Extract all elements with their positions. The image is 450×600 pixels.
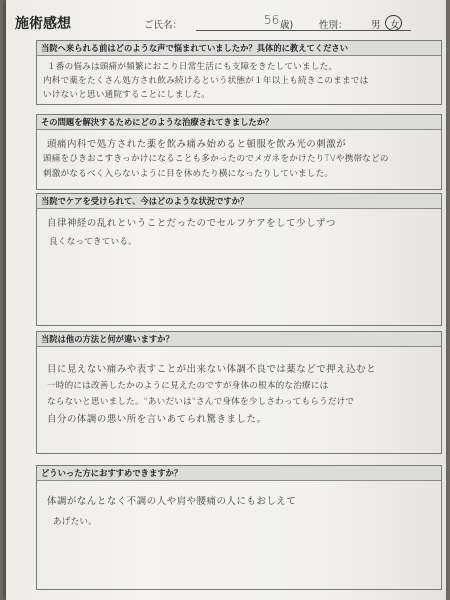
answer-area: [37, 56, 441, 104]
question-heading: どういった方におすすめできますか？: [37, 466, 441, 481]
header: [6, 8, 446, 34]
answer-area: [37, 347, 441, 453]
answer-line: 刺激がなるべく入らないように目を休めたり横になったりしていました。: [43, 169, 334, 179]
gender-label: 性別：: [319, 20, 348, 31]
section-current-status: [36, 193, 442, 326]
answer-line: ならないと思いました。"あいだいは"さんで身体を少しさわってもらうだけで: [47, 397, 355, 407]
answer-line: １番の悩みは頭痛が頻繁におこり日常生活にも支障をきたしていました。: [47, 62, 338, 72]
answer-line: 一時的には改善したかのように見えたのですが身体の根本的な治療には: [47, 381, 329, 391]
question-heading: 当院でケアを受けられて、今はどのような状況ですか？: [37, 194, 441, 209]
section-difference: [36, 331, 442, 454]
question-heading: 当院へ来られる前はどのような声で悩まれていましたか？具体的に教えてください: [37, 41, 441, 56]
answer-line: 体調がなんとなく不調の人や肩や腰痛の人にもおしえて: [47, 496, 297, 507]
answer-line: 目に見えない痛みや表すことが出来ない体調不良では薬などで押え込むと: [47, 364, 377, 375]
answer-line: 良くなってきている。: [49, 237, 137, 247]
answer-area: [37, 209, 441, 325]
age-value: 56: [264, 13, 280, 27]
answer-area: [37, 481, 441, 589]
answer-line: 内科で薬をたくさん処方され飲み続けるという状態が１年以上も続きこのままでは: [43, 76, 369, 86]
answer-line: 自分の体調の悪い所を言いあてられ驚きました。: [47, 414, 267, 425]
answer-line: あげたい。: [53, 517, 97, 527]
gender-female-option: 女: [390, 20, 400, 31]
section-previous-treatment: [36, 114, 442, 190]
question-heading: 当院は他の方法と何が違いますか？: [37, 332, 441, 347]
page-title: 施術感想: [15, 16, 71, 32]
answer-line: 自律神経の乱れということだったのでセルフケアをして少しずつ: [47, 218, 336, 229]
question-heading: その問題を解決するためにどのような治療されてきましたか？: [37, 115, 441, 130]
answer-area: [37, 130, 441, 189]
section-recommendation: [36, 465, 442, 590]
section-reason: [36, 40, 442, 105]
gender-male-option: 男: [371, 20, 381, 31]
answer-line: 頭痛をひきおこすきっかけになることも多かったのでメガネをかけたりTVや携帯などの: [43, 154, 389, 164]
answer-line: 頭痛内科で処方された薬を飲み痛み始めると頓服を飲み光の刺激が: [47, 139, 347, 150]
answer-line: いけないと思い通院することにしました。: [43, 90, 211, 100]
survey-sheet: [6, 0, 446, 600]
age-unit: 歳): [280, 20, 294, 31]
name-label: ご氏名：: [144, 20, 183, 31]
